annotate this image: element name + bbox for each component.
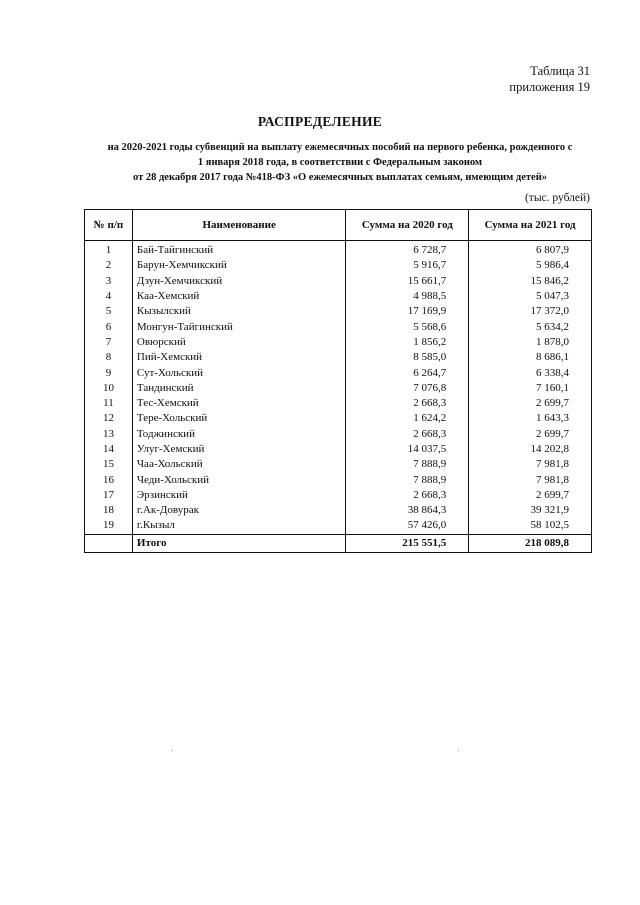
appendix-reference: приложения 19 bbox=[509, 80, 590, 94]
unit-label: (тыс. рублей) bbox=[524, 192, 590, 204]
table-row bbox=[85, 503, 592, 518]
row-name: Тандинский bbox=[132, 381, 346, 396]
row-sum-2020: 4 988,5 bbox=[346, 289, 469, 304]
row-sum-2021: 218 089,8 bbox=[469, 534, 592, 552]
row-name: Дзун-Хемчикский bbox=[132, 274, 346, 289]
table-row bbox=[85, 396, 592, 411]
column-header-name: Наименование bbox=[132, 210, 346, 241]
row-sum-2020: 7 076,8 bbox=[346, 381, 469, 396]
table-row bbox=[85, 427, 592, 442]
row-number bbox=[85, 534, 133, 552]
row-name: г.Ак-Довурак bbox=[132, 503, 346, 518]
row-number: 19 bbox=[85, 518, 133, 534]
row-number: 5 bbox=[85, 304, 133, 319]
row-sum-2021: 7 981,8 bbox=[469, 457, 592, 472]
row-number: 15 bbox=[85, 457, 133, 472]
table-row bbox=[85, 319, 592, 334]
table-row bbox=[85, 258, 592, 273]
row-name: Кызылский bbox=[132, 304, 346, 319]
row-number: 9 bbox=[85, 365, 133, 380]
row-name: Итого bbox=[132, 534, 346, 552]
row-sum-2020: 2 668,3 bbox=[346, 396, 469, 411]
table-row bbox=[85, 274, 592, 289]
row-sum-2020: 5 916,7 bbox=[346, 258, 469, 273]
table-row bbox=[85, 518, 592, 534]
row-number: 16 bbox=[85, 472, 133, 487]
row-sum-2021: 6 807,9 bbox=[469, 241, 592, 259]
row-sum-2021: 7 981,8 bbox=[469, 472, 592, 487]
row-name: Пий-Хемский bbox=[132, 350, 346, 365]
column-header-2021: Сумма на 2021 год bbox=[469, 210, 592, 241]
table-row bbox=[85, 457, 592, 472]
row-sum-2021: 2 699,7 bbox=[469, 427, 592, 442]
row-sum-2020: 17 169,9 bbox=[346, 304, 469, 319]
row-name: Каа-Хемский bbox=[132, 289, 346, 304]
row-name: Бай-Тайгинский bbox=[132, 241, 346, 259]
document-title: РАСПРЕДЕЛЕНИЕ bbox=[257, 114, 383, 129]
column-header-number: № п/п bbox=[85, 210, 133, 241]
row-name: Сут-Хольский bbox=[132, 365, 346, 380]
table-total-row bbox=[85, 534, 592, 552]
table-row bbox=[85, 241, 592, 259]
row-number: 11 bbox=[85, 396, 133, 411]
table-row bbox=[85, 442, 592, 457]
table-row bbox=[85, 472, 592, 487]
table-row bbox=[85, 488, 592, 503]
table-reference: Таблица 31 bbox=[530, 64, 590, 78]
row-sum-2021: 5 986,4 bbox=[469, 258, 592, 273]
row-number: 13 bbox=[85, 427, 133, 442]
row-name: г.Кызыл bbox=[132, 518, 346, 534]
scan-speck bbox=[458, 750, 459, 751]
subtitle-line: на 2020-2021 годы субвенций на выплату ежемесячных пособий на первого ребенка, рожденного с bbox=[107, 142, 573, 153]
row-name: Овюрский bbox=[132, 335, 346, 350]
row-number: 2 bbox=[85, 258, 133, 273]
table-row bbox=[85, 365, 592, 380]
table-row bbox=[85, 304, 592, 319]
row-sum-2020: 38 864,3 bbox=[346, 503, 469, 518]
row-sum-2021: 58 102,5 bbox=[469, 518, 592, 534]
row-name: Тоджинский bbox=[132, 427, 346, 442]
row-sum-2021: 2 699,7 bbox=[469, 396, 592, 411]
row-sum-2020: 15 661,7 bbox=[346, 274, 469, 289]
row-number: 17 bbox=[85, 488, 133, 503]
row-sum-2020: 7 888,9 bbox=[346, 457, 469, 472]
row-number: 1 bbox=[85, 241, 133, 259]
document-subtitle bbox=[80, 140, 600, 185]
row-sum-2021: 2 699,7 bbox=[469, 488, 592, 503]
row-sum-2021: 1 878,0 bbox=[469, 335, 592, 350]
distribution-table bbox=[84, 209, 592, 553]
row-number: 10 bbox=[85, 381, 133, 396]
table-body bbox=[85, 241, 592, 553]
row-sum-2020: 6 264,7 bbox=[346, 365, 469, 380]
row-name: Улуг-Хемский bbox=[132, 442, 346, 457]
row-sum-2020: 8 585,0 bbox=[346, 350, 469, 365]
row-sum-2021: 1 643,3 bbox=[469, 411, 592, 426]
row-name: Тес-Хемский bbox=[132, 396, 346, 411]
row-sum-2020: 57 426,0 bbox=[346, 518, 469, 534]
table-row bbox=[85, 381, 592, 396]
row-name: Барун-Хемчикский bbox=[132, 258, 346, 273]
scan-speck bbox=[172, 750, 173, 751]
table-row bbox=[85, 335, 592, 350]
row-name: Чаа-Хольский bbox=[132, 457, 346, 472]
subtitle-line: от 28 декабря 2017 года №418-ФЗ «О ежемесячных выплатах семьям, имеющим детей» bbox=[132, 172, 548, 183]
row-sum-2020: 1 624,2 bbox=[346, 411, 469, 426]
table-header-row bbox=[85, 210, 592, 241]
row-name: Тере-Хольский bbox=[132, 411, 346, 426]
row-number: 3 bbox=[85, 274, 133, 289]
row-name: Монгун-Тайгинский bbox=[132, 319, 346, 334]
row-sum-2021: 8 686,1 bbox=[469, 350, 592, 365]
row-sum-2020: 6 728,7 bbox=[346, 241, 469, 259]
row-sum-2020: 14 037,5 bbox=[346, 442, 469, 457]
column-header-2020: Сумма на 2020 год bbox=[346, 210, 469, 241]
row-sum-2020: 2 668,3 bbox=[346, 488, 469, 503]
row-number: 4 bbox=[85, 289, 133, 304]
row-sum-2020: 7 888,9 bbox=[346, 472, 469, 487]
row-number: 18 bbox=[85, 503, 133, 518]
table-row bbox=[85, 411, 592, 426]
row-sum-2020: 1 856,2 bbox=[346, 335, 469, 350]
row-sum-2020: 2 668,3 bbox=[346, 427, 469, 442]
row-sum-2020: 5 568,6 bbox=[346, 319, 469, 334]
row-sum-2021: 39 321,9 bbox=[469, 503, 592, 518]
table-row bbox=[85, 289, 592, 304]
row-sum-2021: 5 634,2 bbox=[469, 319, 592, 334]
row-number: 8 bbox=[85, 350, 133, 365]
row-number: 14 bbox=[85, 442, 133, 457]
row-sum-2021: 5 047,3 bbox=[469, 289, 592, 304]
row-name: Эрзинский bbox=[132, 488, 346, 503]
row-number: 6 bbox=[85, 319, 133, 334]
subtitle-line: 1 января 2018 года, в соответствии с Федеральным законом bbox=[197, 157, 483, 168]
row-sum-2021: 14 202,8 bbox=[469, 442, 592, 457]
row-sum-2021: 15 846,2 bbox=[469, 274, 592, 289]
row-number: 7 bbox=[85, 335, 133, 350]
row-number: 12 bbox=[85, 411, 133, 426]
row-name: Чеди-Хольский bbox=[132, 472, 346, 487]
row-sum-2021: 6 338,4 bbox=[469, 365, 592, 380]
row-sum-2020: 215 551,5 bbox=[346, 534, 469, 552]
table-row bbox=[85, 350, 592, 365]
row-sum-2021: 7 160,1 bbox=[469, 381, 592, 396]
row-sum-2021: 17 372,0 bbox=[469, 304, 592, 319]
